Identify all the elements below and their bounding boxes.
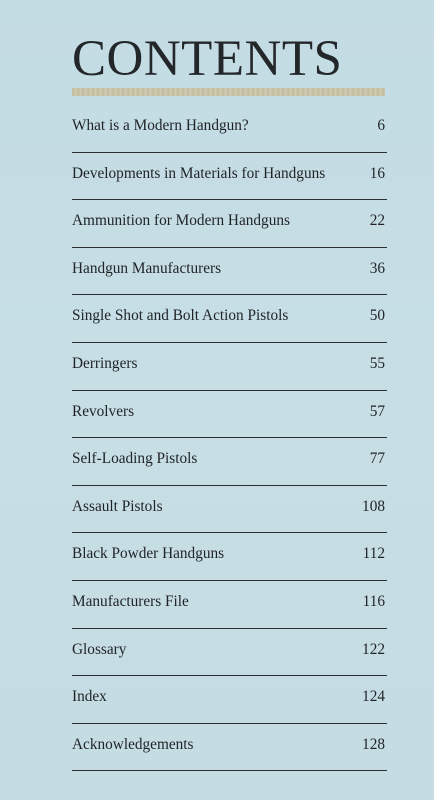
toc-entry-page-number: 22	[369, 212, 385, 230]
toc-entry-title: Handgun Manufacturers	[72, 259, 222, 277]
toc-entry[interactable]	[72, 105, 387, 153]
toc-entry-page-number: 6	[377, 117, 385, 134]
toc-entry-title: Developments in Materials for Handguns	[72, 164, 326, 182]
toc-entry[interactable]	[72, 533, 387, 581]
toc-entry[interactable]	[72, 438, 387, 486]
toc-entry[interactable]	[72, 629, 387, 677]
toc-entry-title: Black Powder Handguns	[72, 545, 225, 563]
toc-entry[interactable]	[72, 724, 387, 772]
toc-entry-page-number: 122	[362, 640, 385, 658]
toc-entry[interactable]	[72, 581, 387, 629]
toc-entry[interactable]	[72, 200, 387, 248]
toc-entry-title: Revolvers	[72, 402, 135, 420]
toc-entry-title: Ammunition for Modern Handguns	[72, 212, 290, 230]
toc-entry-title: Single Shot and Bolt Action Pistols	[72, 307, 289, 325]
title-underline-band	[72, 88, 385, 96]
toc-entry-page-number: 50	[369, 307, 385, 325]
toc-entry-title: Manufacturers File	[72, 592, 189, 610]
page-title: CONTENTS	[72, 31, 343, 87]
toc-entry[interactable]	[72, 391, 387, 439]
toc-entry-page-number: 108	[362, 497, 385, 515]
toc-entry-page-number: 77	[369, 450, 385, 468]
toc-entry-page-number: 36	[369, 259, 385, 277]
toc-entry-page-number: 116	[362, 592, 385, 610]
toc-entry-page-number: 55	[369, 354, 385, 372]
toc-entry-page-number: 57	[369, 402, 385, 420]
toc-entry-page-number: 124	[362, 688, 385, 706]
toc-entry-title: Acknowledgements	[72, 735, 194, 753]
toc-entry-title: Derringers	[72, 354, 138, 372]
toc-entry-title: What is a Modern Handgun?	[72, 117, 249, 134]
toc-entry-page-number: 128	[362, 735, 385, 753]
toc-entry-title: Index	[72, 688, 107, 706]
toc-entry[interactable]	[72, 486, 387, 534]
toc-entry[interactable]	[72, 295, 387, 343]
toc-entry[interactable]	[72, 153, 387, 201]
toc-entry-page-number: 16	[369, 164, 385, 182]
toc-entry[interactable]	[72, 343, 387, 391]
toc-entry-title: Assault Pistols	[72, 497, 163, 515]
table-of-contents	[72, 105, 387, 771]
toc-entry-page-number: 112	[362, 545, 385, 563]
toc-entry-title: Self-Loading Pistols	[72, 450, 198, 468]
toc-entry[interactable]	[72, 248, 387, 296]
toc-entry-title: Glossary	[72, 640, 127, 658]
toc-entry[interactable]	[72, 676, 387, 724]
